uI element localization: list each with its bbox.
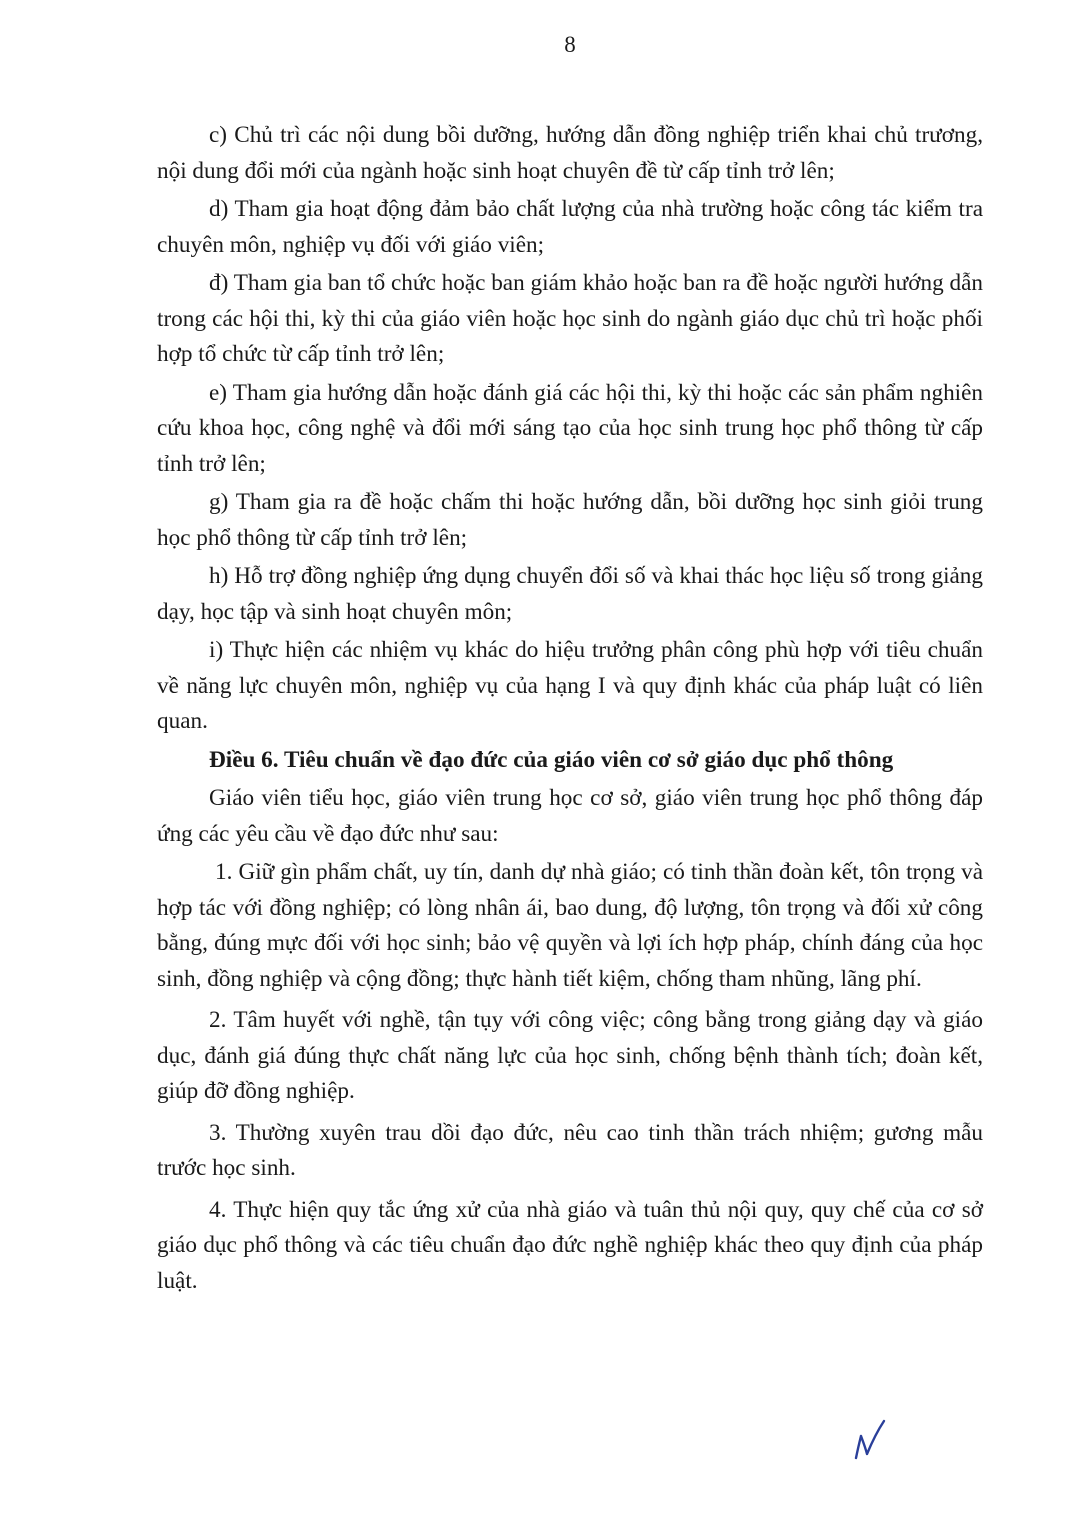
article-6-item-1: 1. Giữ gìn phẩm chất, uy tín, danh dự nhà giáo; có tinh thần đoàn kết, tôn trọng và hợp tác với đồng nghiệp; có lòng nhân ái, bao dung, độ lượng, tôn trọng và đối xử công bằng, đúng mực đối với học sinh; bảo vệ quyền và lợi ích hợp pháp, chính đáng của học sinh, đồng nghiệp và cộng đồng; thực hành tiết kiệm, chống tham nhũng, lãng phí.	[157, 859, 983, 992]
paragraph-c: c) Chủ trì các nội dung bồi dưỡng, hướng dẫn đồng nghiệp triển khai chủ trương, nội dung đổi mới của ngành hoặc sinh hoạt chuyên đề từ cấp tỉnh trở lên;	[157, 122, 983, 184]
paragraph-h: h) Hỗ trợ đồng nghiệp ứng dụng chuyển đổi số và khai thác học liệu số trong giảng dạy, học tập và sinh hoạt chuyên môn;	[157, 563, 983, 625]
article-6-item-4: 4. Thực hiện quy tắc ứng xử của nhà giáo và tuân thủ nội quy, quy chế của cơ sở giáo dục phổ thông và các tiêu chuẩn đạo đức nghề nghiệp khác theo quy định của pháp luật.	[157, 1196, 983, 1294]
page-number: 8	[564, 32, 576, 57]
paragraph-dd: đ) Tham gia ban tổ chức hoặc ban giám khảo hoặc ban ra đề hoặc người hướng dẫn trong các hội thi, kỳ thi của giáo viên hoặc học sinh do ngành giáo dục chủ trì hoặc phối hợp tổ chức từ cấp tỉnh trở lên;	[157, 270, 983, 367]
article-6-heading: Điều 6. Tiêu chuẩn về đạo đức của giáo viên cơ sở giáo dục phổ thông	[209, 746, 894, 773]
paragraph-e: e) Tham gia hướng dẫn hoặc đánh giá các hội thi, kỳ thi hoặc các sản phẩm nghiên cứu khoa học, công nghệ và đổi mới sáng tạo của học sinh trung học phổ thông từ cấp tỉnh trở lên;	[157, 379, 983, 477]
paragraph-i: i) Thực hiện các nhiệm vụ khác do hiệu trưởng phân công phù hợp với tiêu chuẩn về năng lực chuyên môn, nghiệp vụ của hạng I và quy định khác của pháp luật có liên quan.	[157, 637, 983, 734]
handwritten-initial-icon	[848, 1418, 888, 1462]
paragraph-g: g) Tham gia ra đề hoặc chấm thi hoặc hướng dẫn, bồi dưỡng học sinh giỏi trung học phổ thông từ cấp tỉnh trở lên;	[157, 489, 983, 551]
article-6-intro: Giáo viên tiểu học, giáo viên trung học cơ sở, giáo viên trung học phổ thông đáp ứng các yêu cầu về đạo đức như sau:	[157, 785, 983, 847]
article-6-item-2: 2. Tâm huyết với nghề, tận tụy với công việc; công bằng trong giảng dạy và giáo dục, đánh giá đúng thực chất năng lực của học sinh, chống bệnh thành tích; đoàn kết, giúp đỡ đồng nghiệp.	[157, 1007, 983, 1104]
article-6-item-3: 3. Thường xuyên trau dồi đạo đức, nêu cao tinh thần trách nhiệm; gương mẫu trước học sinh.	[157, 1119, 983, 1181]
paragraph-d: d) Tham gia hoạt động đảm bảo chất lượng của nhà trường hoặc công tác kiểm tra chuyên môn, nghiệp vụ đối với giáo viên;	[157, 196, 983, 258]
document-body	[157, 118, 983, 1302]
